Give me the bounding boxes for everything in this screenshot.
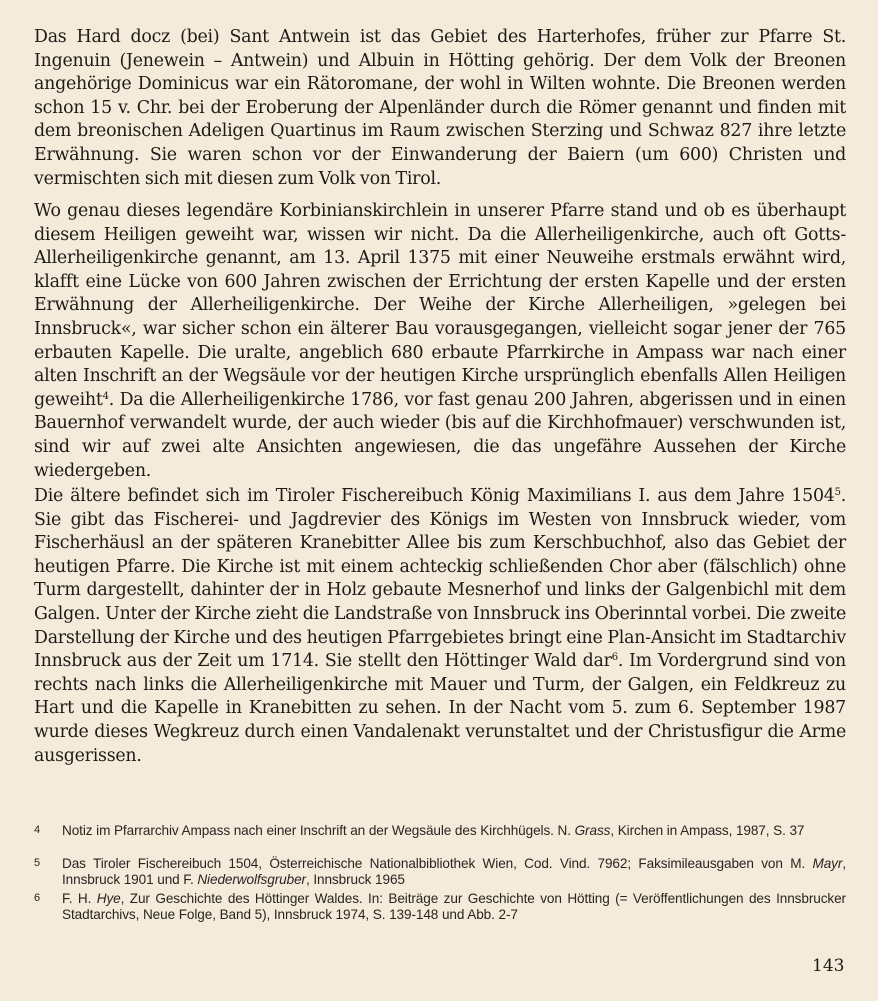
footnote-4-author: Grass (574, 823, 611, 838)
footnote-5-text-b: , Innsbruck 1901 und F. (62, 856, 846, 887)
footnote-number: 4 (34, 824, 41, 836)
footnote-5-text-a: Das Tiroler Fischereibuch 1504, Österreichische Nationalbibliothek Wien, Cod. Vind. 7962; Faksimileausgaben von M. (62, 856, 813, 871)
paragraph-2-text-a: Wo genau dieses legendäre Korbinianskirchlein in unserer Pfarre stand und ob es überhaupt diesem Heiligen geweiht war, wissen wir nicht. Da die Allerheiligenkirche, auch oft Gotts-Allerheiligenkirche genannt, am 13. April 1375 mit einer Neuweihe erstmals erwähnt wird, klafft eine Lücke von 600 Jahren zwischen der Errichtung der ersten Kapelle und der ersten Erwähnung der Allerheiligenkirche. Der Weihe der Kirche Allerheiligen, »gelegen bei Innsbruck«, war sicher schon ein älterer Bau vorausgegangen, vielleicht sogar jener der 765 erbauten Kapelle. Die uralte, angeblich 680 erbaute Pfarrkirche in Ampass war nach einer alten Inschrift an der Wegsäule vor der heutigen Kirche ursprünglich ebenfalls Allen Heiligen geweiht (34, 201, 846, 410)
paragraph-3 (34, 485, 846, 768)
paragraph-3-text-a: Die ältere befindet sich im Tiroler Fischereibuch König Maximilians I. aus dem Jahre 1504 (34, 486, 835, 506)
footnote-5-author: Mayr (812, 856, 843, 871)
paragraph-2 (34, 200, 846, 483)
paragraph-1 (34, 26, 846, 191)
footnote-4 (34, 823, 846, 839)
paragraph-2-text-b: . Da die Allerheiligenkirche 1786, vor fast genau 200 Jahren, abgerissen und in einen Bauernhof verwandelt wurde, der auch wieder (bis auf die Kirchhofmauer) verschwunden ist, sind wir auf zwei alte Ansichten angewiesen, die das ungefähre Aussehen der Kirche wiedergeben. (34, 389, 846, 481)
footnote-5 (34, 856, 846, 887)
footnote-text (62, 823, 846, 839)
footnote-ref-5[interactable]: 5 (834, 487, 841, 498)
footnote-text (62, 891, 846, 922)
footnote-6-text-b: , Zur Geschichte des Höttinger Waldes. In: Beiträge zur Geschichte von Hötting (= Veröffentlichungen des Innsbrucker Stadtarchivs, Neue Folge, Band 5), Innsbruck 1974, S. 139-148 und Abb. 2-7 (62, 891, 846, 922)
footnote-6-text-a: F. H. (62, 891, 97, 906)
footnote-ref-6[interactable]: 6 (611, 652, 618, 664)
footnote-ref-4[interactable]: 4 (102, 390, 109, 402)
footnote-text (62, 856, 846, 887)
paragraph-3-text-c: . Im Vordergrund sind von rechts nach links die Allerheiligenkirche mit Mauer und Turm, der Galgen, ein Feldkreuz zu Hart und die Kapelle in Kranebitten zu sehen. In der Nacht vom 5. zum 6. September 1987 wurde dieses Wegkreuz durch einen Vandalenakt verunstaltet und der Christusfigur die Arme ausgerissen. (34, 651, 846, 766)
footnote-6 (34, 891, 846, 922)
footnote-6-author: Hye (96, 891, 121, 906)
footnote-number: 5 (34, 857, 41, 869)
footnote-5-author-2: Niederwolfsgruber (197, 871, 306, 887)
footnote-4-text-b: , Kirchen in Ampass, 1987, S. 37 (610, 823, 805, 838)
paragraph-1-text: Das Hard docz (bei) Sant Antwein ist das Gebiet des Harterhofes, früher zur Pfarre St. Ingenuin (Jenewein – Antwein) und Albuin in Hötting gehörig. Der dem Volk der Breonen angehörige Dominicus war ein Rätoromane, der wohl in Wilten wohnte. Die Breonen werden schon 15 v. Chr. bei der Eroberung der Alpenländer durch die Römer genannt und finden mit dem breonischen Adeligen Quartinus im Raum zwischen Sterzing und Schwaz 827 ihre letzte Erwähnung. Sie waren schon vor der Einwanderung der Baiern (um 600) Christen und vermischten sich mit diesen zum Volk von Tirol. (34, 27, 846, 189)
footnote-5-text-c: , Innsbruck 1965 (305, 871, 405, 887)
paragraph-3-text-b: . Sie gibt das Fischerei- und Jagdrevier des Königs im Westen von Innsbruck wieder, vom Fischerhäusl an der späteren Kranebitter Allee bis zum Kerschbuchhof, also das Gebiet der heutigen Pfarre. Die Kirche ist mit einem achteckig schließenden Chor aber (fälschlich) ohne Turm dargestellt, dahinter der in Holz gebaute Mesnerhof und links der Galgenbichl mit dem Galgen. Unter der Kirche zieht die Landstraße von Innsbruck ins Oberinntal vorbei. Die zweite Darstellung der Kirche und des heutigen Pfarrgebietes bringt eine Plan-Ansicht im Stadtarchiv Innsbruck aus der Zeit um 1714. Sie stellt den Höttinger Wald dar (34, 486, 846, 672)
footnote-number: 6 (34, 892, 41, 904)
footnote-4-text-a: Notiz im Pfarrarchiv Ampass nach einer Inschrift an der Wegsäule des Kirchhügels. N. (62, 823, 575, 838)
page-number: 143 (812, 956, 845, 976)
